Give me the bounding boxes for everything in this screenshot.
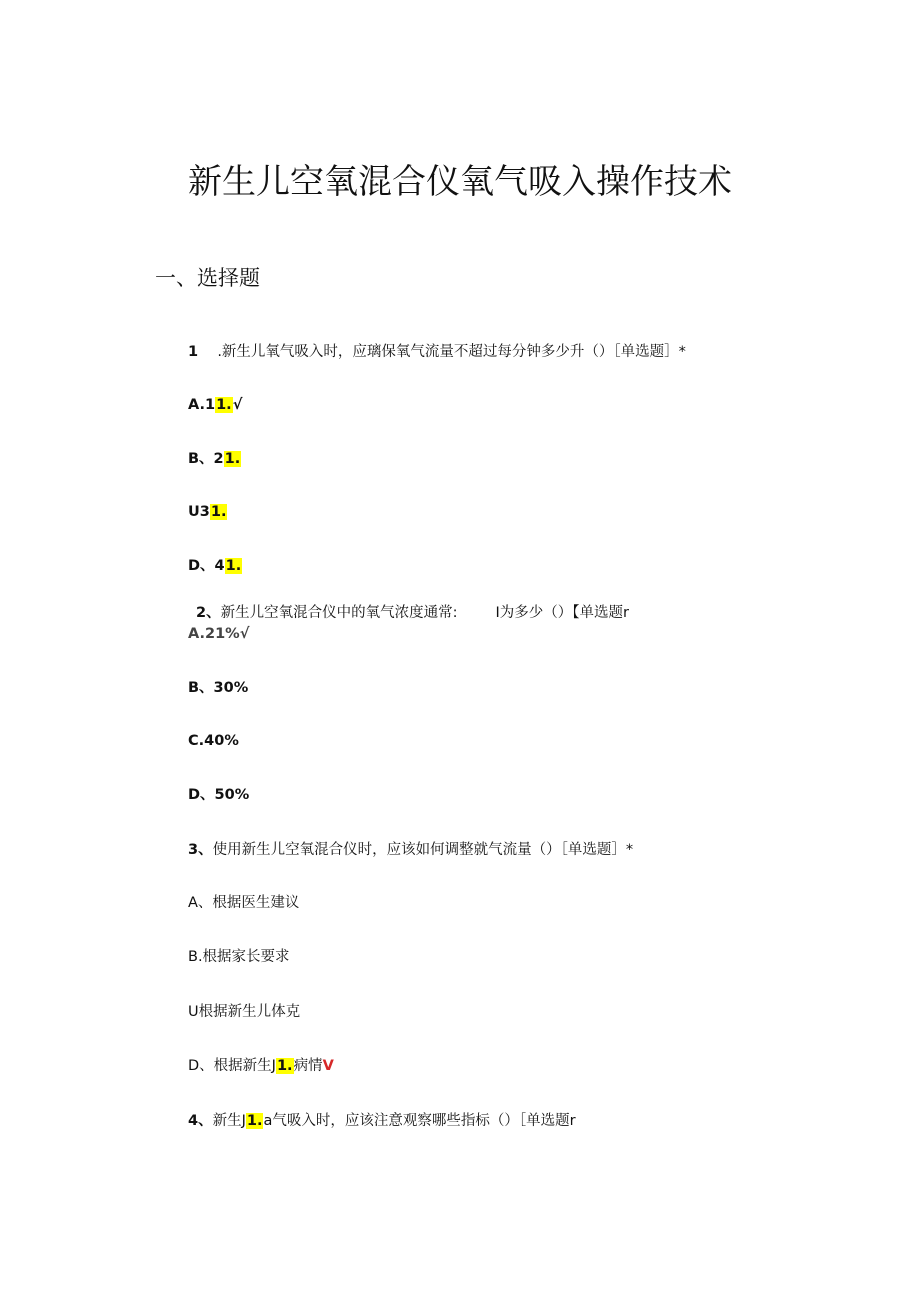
option-1c — [188, 501, 227, 523]
option-2d — [188, 784, 249, 806]
check-mark: V — [322, 1058, 334, 1074]
option-1b — [188, 448, 241, 470]
highlighted-text: 1. — [246, 1113, 263, 1129]
question-text-cont: I为多少（）【单选题r — [495, 605, 629, 621]
option-label: U根据新生儿体克 — [188, 1004, 301, 1020]
question-1 — [188, 341, 686, 363]
question-number: 1 — [188, 344, 199, 360]
option-label-cont: 病情 — [293, 1058, 323, 1074]
option-label: D、4 — [188, 558, 225, 574]
question-text: 新生儿空氧混合仪中的氧气浓度通常: — [220, 605, 458, 621]
option-2c — [188, 730, 239, 752]
option-3c — [188, 1001, 300, 1023]
question-number: 2、 — [196, 605, 221, 621]
option-1a — [188, 394, 242, 416]
highlighted-text: 1. — [210, 504, 227, 520]
question-number: 4、 — [188, 1113, 213, 1129]
question-4 — [188, 1110, 576, 1132]
option-label: C.40% — [188, 733, 239, 749]
section-heading: 一、选择题 — [155, 266, 260, 290]
highlighted-text: 1. — [276, 1058, 293, 1074]
option-2b — [188, 677, 248, 699]
option-label: A.1 — [188, 397, 216, 413]
option-label: U3 — [188, 504, 210, 520]
question-text: 使用新生儿空氧混合仪时，应该如何调整就气流量（）［单选题］* — [212, 842, 634, 858]
question-3 — [188, 839, 633, 861]
highlighted-text: 1. — [224, 451, 241, 467]
option-label: B、2 — [188, 451, 224, 467]
document-title: 新生儿空氧混合仪氧气吸入操作技术 — [188, 162, 732, 202]
option-label: D、根据新生J — [188, 1058, 276, 1074]
option-3b — [188, 946, 290, 968]
highlighted-text: 1. — [216, 397, 232, 413]
option-2a — [188, 623, 249, 645]
option-1d — [188, 555, 242, 577]
question-2 — [196, 602, 629, 624]
highlighted-text: 1. — [225, 558, 242, 574]
option-label: D、50% — [188, 787, 250, 803]
option-label: B.根据家长要求 — [188, 949, 290, 965]
option-label: A、根据医生建议 — [188, 895, 300, 911]
option-3d — [188, 1055, 334, 1077]
question-text: 新生J — [212, 1113, 246, 1129]
option-3a — [188, 892, 299, 914]
option-label: A.21%√ — [188, 626, 250, 642]
option-label: B、30% — [188, 680, 249, 696]
check-mark: √ — [232, 397, 243, 413]
question-text: .新生儿氧气吸入时，应璃保氧气流量不超过每分钟多少升（）［单选题］* — [217, 344, 686, 360]
question-number: 3、 — [188, 842, 213, 858]
question-text-cont: a气吸入时，应该注意观察哪些指标（）［单选题r — [263, 1113, 576, 1129]
